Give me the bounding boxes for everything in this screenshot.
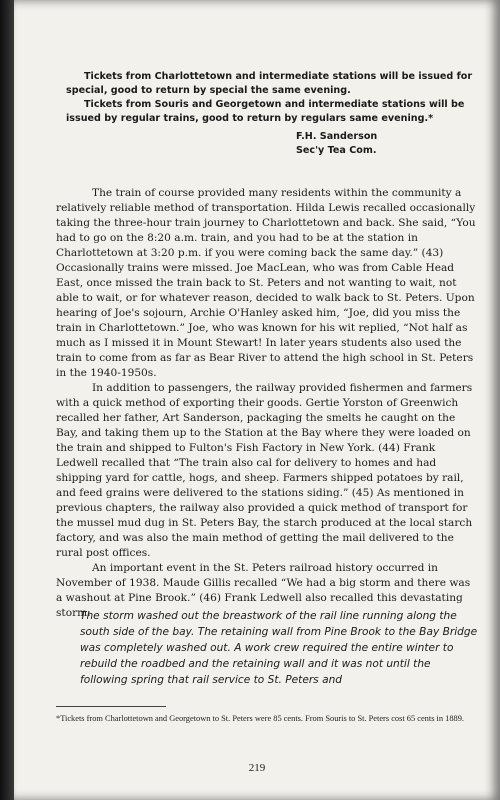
signature-name: F.H. Sanderson bbox=[296, 131, 378, 142]
footnote-divider bbox=[56, 706, 166, 707]
signature-title: Sec'y Tea Com. bbox=[296, 145, 377, 156]
paragraph-exporting-goods: In addition to passengers, the railway provided fishermen and farmers with a quick method of exporting their goods. Gertie Yorston of Greenwich recalled her father, Art Sanderson, packaging the smelts he caught on the Bay, and taking them up to the Station at the Bay where they were loaded on the train and shipped to Fulton's Fish Factory in New York. (44) Frank Ledwell recalled that “The train also cal for delivery to homes and had shipping yard for cattle, hogs, and sheep. Farmers shipped potatoes by rail, and feed grains were delivered to the stations siding.” (45) As mentioned in previous chapters, the railway also provided a quick method of transport for the mussel mud dug in St. Peters Bay, the starch produced at the local starch factory, and was also the main method of getting the mail delivered to the rural post offices. bbox=[56, 382, 473, 559]
paragraph-train-transportation: The train of course provided many residents within the community a relatively reliable method of transportation. Hilda Lewis recalled occasionally taking the three-hour train journey to Charlottetown and back. She said, “You had to go on the 8:20 a.m. train, and you had to be at the station in Charlottetown at 3:20 p.m. if you were coming back the same day.” (43) Occasionally trains were missed. Joe MacLean, who was from Cable Head East, once missed the train back to St. Peters and not wanting to wait, not able to wait, or for whatever reason, decided to walk back to St. Peters. Upon hearing of Joe's sojourn, Archie O'Hanley asked him, “Joe, did you miss the train in Charlottetown.” Joe, who was known for his wit replied, “Not half as much as I missed it in Mount Stewart! In later years students also used the train to come from as far as Bear River to attend the high school in St. Peters in the 1940-1950s. bbox=[56, 187, 476, 379]
book-spine-shadow bbox=[0, 0, 14, 800]
paragraph-1938-storm: An important event in the St. Peters railroad history occurred in November of 1938. Maude Gillis recalled “We had a big storm and there was a washout at Pine Brook.” (46) Frank Ledwell also recalled this devastating storm: bbox=[56, 562, 471, 619]
book-page bbox=[14, 0, 500, 800]
footnote: *Tickets from Charlottetown and Georgetown to St. Peters were 85 cents. From Souris to St. Peters cost 65 cents in 1889. bbox=[56, 714, 465, 723]
block-quote: The storm washed out the breastwork of the rail line running along the south side of the bay. The retaining wall from Pine Brook to the Bay Bridge was completely washed out. A work crew required the entire winter to rebuild the roadbed and the retaining wall and it was not until the following spring that rail service to St. Peters and bbox=[80, 610, 478, 686]
body-text bbox=[56, 186, 478, 621]
page-number: 219 bbox=[248, 762, 266, 774]
notice-line-charlottetown: Tickets from Charlottetown and intermediate stations will be issued for special, good to return by special the same evening. bbox=[66, 71, 473, 96]
notice-line-souris: Tickets from Souris and Georgetown and intermediate stations will be issued by regular trains, good to return by regulars same evening.* bbox=[66, 99, 465, 124]
ticket-notice bbox=[66, 70, 476, 126]
notice-signature bbox=[296, 130, 377, 158]
